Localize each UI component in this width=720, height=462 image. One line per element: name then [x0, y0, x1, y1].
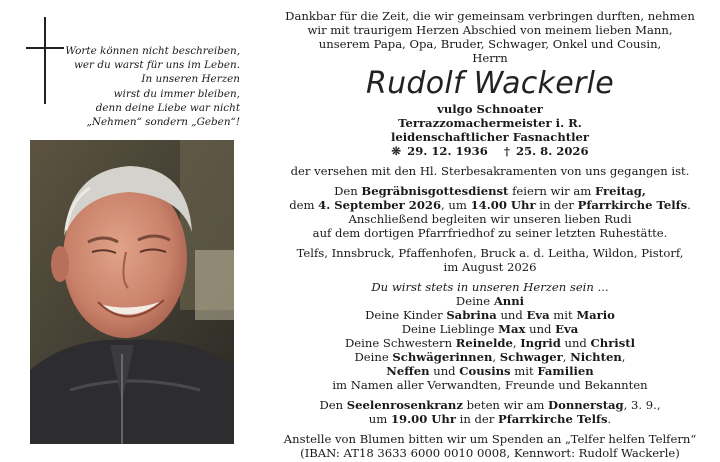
nickname: vulgo Schnoater [437, 102, 543, 116]
donation-line-1: Anstelle von Blumen bitten wir um Spenden an „Telfer helfen Telfern“ [283, 432, 697, 446]
mourner-inlaws: Deine Schwägerinnen, Schwager, Nichten, [354, 350, 626, 364]
intro-line: wir mit traurigem Herzen Abschied von meinem lieben Mann, [307, 23, 673, 37]
intro-line: Dankbar für die Zeit, die wir gemeinsam verbringen durften, nehmen [285, 9, 695, 23]
place-towns: Telfs, Innsbruck, Pfaffenhofen, Bruck a. d. Leitha, Wildon, Pistorf, [296, 246, 684, 260]
death-date: 25. 8. 2026 [515, 144, 589, 158]
poem-line: denn deine Liebe war nicht [95, 101, 240, 114]
funeral-line-3: Anschließend begleiten wir unseren lieben Rudi [348, 212, 632, 226]
poem-line: „Nehmen“ sondern „Geben“! [86, 116, 240, 129]
rosary-line-2: um 19.00 Uhr in der Pfarrkirche Telfs. [368, 412, 612, 426]
deceased-name: Rudolf Wackerle [365, 66, 615, 101]
intro-line: Herrn [472, 51, 508, 65]
place-date: im August 2026 [443, 260, 537, 274]
mourner-sisters: Deine Schwestern Reinelde, Ingrid und Christl [345, 336, 635, 350]
cross-icon [44, 17, 46, 104]
poem-line: wer du warst für uns im Leben. [74, 59, 240, 72]
mourners-heading: Du wirst stets in unseren Herzen sein ... [371, 280, 609, 294]
funeral-line-2: dem 4. September 2026, um 14.00 Uhr in der Pfarrkirche Telfs. [289, 198, 691, 212]
left-column [0, 0, 258, 462]
funeral-line-1: Den Begräbnisgottesdienst feiern wir am Freitag, [334, 184, 646, 198]
mourner-all: im Namen aller Verwandten, Freunde und Bekannten [332, 378, 648, 392]
mourner-grandchildren: Deine Lieblinge Max und Eva [401, 322, 579, 336]
intro-line: unserem Papa, Opa, Bruder, Schwager, Onkel und Cousin, [318, 37, 662, 51]
mourner-nephews: Neffen und Cousins mit Familien [386, 364, 594, 378]
funeral-line-4: auf dem dortigen Pfarrfriedhof zu seiner letzten Ruhestätte. [312, 226, 668, 240]
birth-date: 29. 12. 1936 [407, 144, 488, 158]
birth-star-icon: ❊ [391, 144, 402, 158]
profession: Terrazzomachermeister i. R. [398, 116, 582, 130]
poem-line: In unseren Herzen [141, 73, 240, 86]
sacraments-line: der versehen mit den Hl. Sterbesakramenten von uns gegangen ist. [290, 164, 690, 178]
poem-line: Worte können nicht beschreiben, [65, 45, 240, 57]
rosary-line-1: Den Seelenrosenkranz beten wir am Donnerstag, 3. 9., [319, 398, 661, 412]
mourner-wife: Deine Anni [455, 294, 525, 308]
obituary-text [262, 0, 718, 460]
donation-line-2: (IBAN: AT18 3633 6000 0010 0008, Kennwort: Rudolf Wackerle) [300, 446, 680, 460]
poem-line: wirst du immer bleiben, [113, 87, 240, 100]
memorial-poem [62, 44, 240, 129]
mourner-children: Deine Kinder Sabrina und Eva mit Mario [365, 308, 615, 322]
passion: leidenschaftlicher Fasnachtler [390, 130, 590, 144]
cross-icon-bar [26, 47, 64, 49]
portrait-photo [30, 140, 234, 444]
death-cross-icon: † [503, 144, 510, 158]
life-dates [262, 144, 718, 158]
